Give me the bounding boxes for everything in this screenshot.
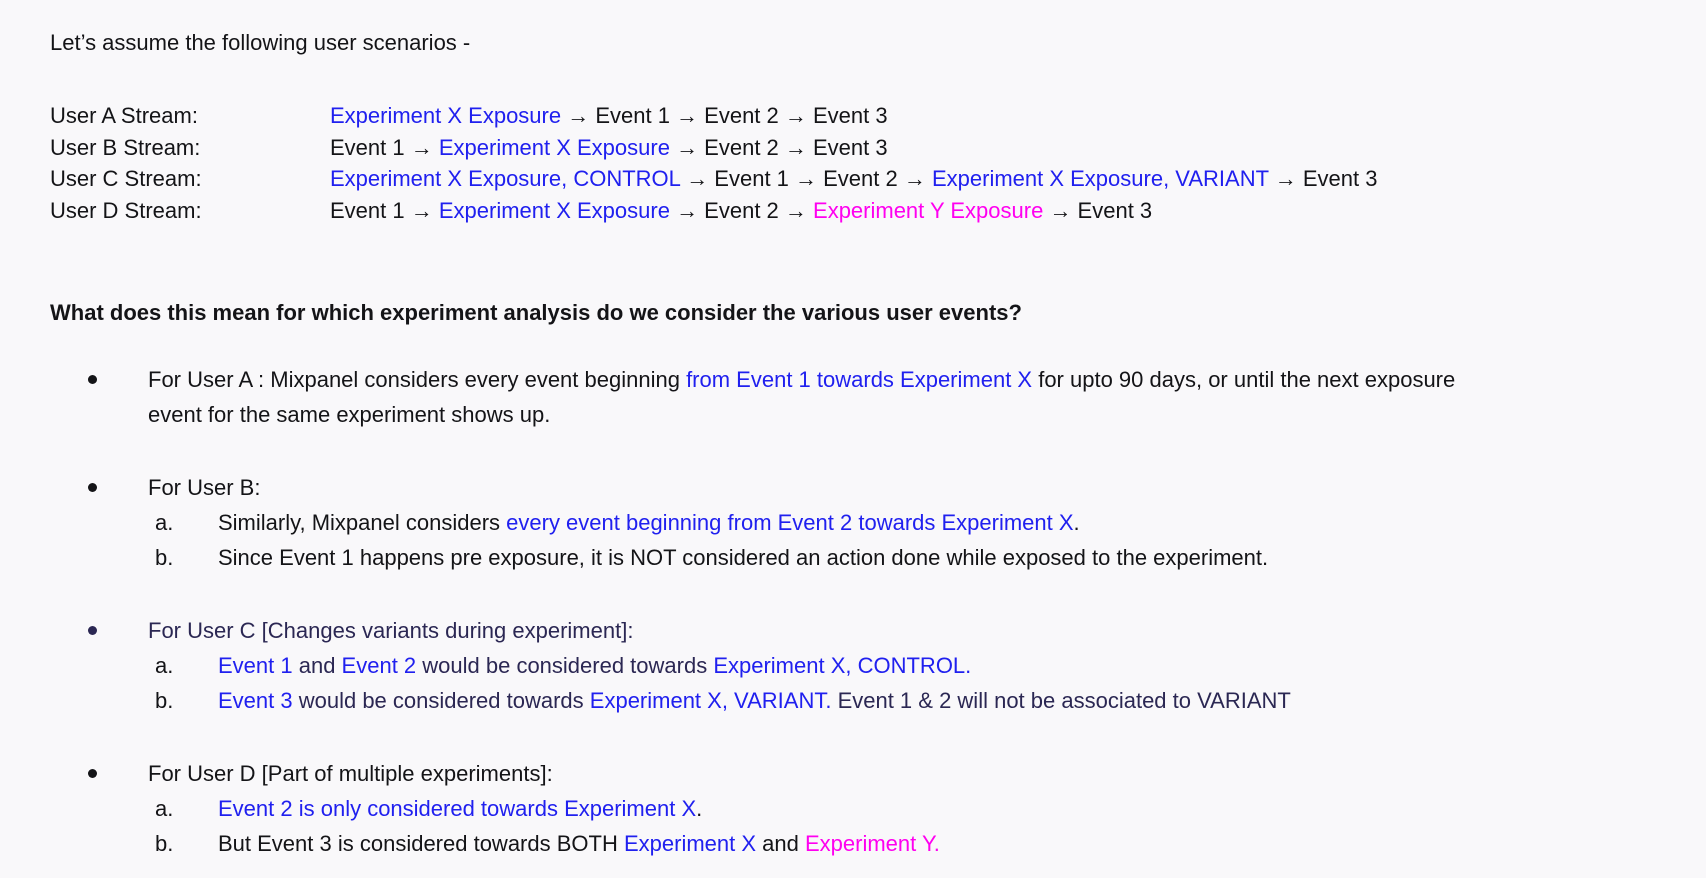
text-segment: But Event 3 is considered towards BOTH	[218, 831, 624, 857]
text-segment: Similarly, Mixpanel considers	[218, 510, 507, 536]
text-segment: Experiment X Exposure, VARIANT	[931, 166, 1269, 192]
bullet-text	[148, 756, 553, 791]
text-segment: Event 2	[341, 653, 417, 679]
text-segment: .	[1073, 510, 1080, 536]
sub-item-text	[218, 540, 1268, 575]
sub-item-marker: a.	[155, 510, 174, 536]
stream-row-user-c	[50, 163, 1676, 195]
text-segment: → Event 1 → Event 2 →	[680, 166, 932, 192]
bullet-text	[148, 362, 1498, 432]
stream-label: User D Stream:	[50, 197, 202, 223]
text-segment: → Event 1 → Event 2 → Event 3	[561, 103, 888, 128]
text-segment: → Event 3	[1268, 166, 1378, 192]
bullet-list	[50, 362, 1676, 861]
text-segment: Experiment X	[623, 831, 757, 857]
sub-item-marker: b.	[155, 688, 174, 714]
sub-item-marker: a.	[155, 653, 174, 679]
text-segment: Event 1 →	[330, 134, 439, 160]
bullet-item	[50, 470, 1676, 505]
text-segment: Experiment Y Exposure	[813, 197, 1044, 223]
text-segment: Experiment X, CONTROL.	[713, 653, 972, 679]
text-segment: from Event 1 towards Experiment X	[686, 367, 1033, 393]
bullet-text	[148, 470, 260, 505]
stream-content	[330, 100, 888, 132]
question-heading: What does this mean for which experiment analysis do we consider the various user events?	[50, 300, 1022, 326]
text-segment: Event 1	[218, 653, 293, 679]
stream-content	[330, 132, 888, 164]
bullet-dot	[88, 769, 97, 778]
text-segment: → Event 3	[1043, 197, 1153, 223]
stream-row-user-b	[50, 132, 1676, 164]
text-segment: Experiment X, VARIANT.	[589, 688, 832, 714]
text-segment: Experiment X Exposure	[330, 103, 562, 128]
bullet-item	[50, 756, 1676, 791]
text-segment: For User C [Changes variants during experiment]:	[148, 618, 634, 644]
bullet-dot	[88, 483, 97, 492]
text-segment: Experiment Y.	[804, 831, 940, 857]
stream-row-user-a	[50, 100, 1676, 132]
text-segment: Since Event 1 happens pre exposure, it is NOT considered an action done while exposed to the experiment.	[218, 545, 1269, 571]
text-segment: → Event 2 →	[669, 197, 814, 223]
text-segment: .	[696, 796, 703, 822]
sub-list-item	[50, 683, 1676, 718]
sub-item-text	[218, 791, 702, 826]
sub-item-marker: b.	[155, 545, 174, 571]
user-stream-list	[50, 100, 1676, 226]
sub-item-text	[218, 683, 1291, 718]
sub-list-item	[50, 826, 1676, 861]
text-segment: Event 3	[218, 688, 293, 714]
text-segment: every event beginning from Event 2 towards Experiment X	[506, 510, 1074, 536]
text-segment: For User D [Part of multiple experiments]:	[148, 761, 553, 787]
bullet-dot	[88, 626, 97, 635]
text-segment: For User B:	[148, 475, 261, 501]
bullet-text	[148, 613, 633, 648]
text-segment: Event 1 & 2 will not be associated to VARIANT	[831, 688, 1291, 714]
text-segment: would be considered towards	[292, 688, 590, 714]
bullet-item	[50, 362, 1676, 432]
text-segment: For User A : Mixpanel considers every event beginning	[148, 367, 687, 393]
stream-label: User C Stream:	[50, 166, 202, 192]
text-segment: would be considered towards	[416, 653, 714, 679]
text-segment: Experiment X Exposure	[438, 197, 670, 223]
sub-list-item	[50, 505, 1676, 540]
bullet-group-user-b	[50, 470, 1676, 575]
text-segment: Event 2 is only considered towards Experiment X	[218, 796, 697, 822]
bullet-item	[50, 613, 1676, 648]
stream-row-user-d	[50, 195, 1676, 227]
text-segment: and	[292, 653, 342, 679]
bullet-group-user-d	[50, 756, 1676, 861]
sub-item-marker: b.	[155, 831, 174, 857]
bullet-group-user-a	[50, 362, 1676, 432]
text-segment: for upto 90 days, or until the next exposure event for the same experiment shows up.	[148, 367, 1456, 428]
sub-item-marker: a.	[155, 796, 174, 822]
stream-content	[330, 163, 1377, 195]
text-segment: → Event 2 → Event 3	[669, 134, 888, 160]
sub-item-text	[218, 826, 940, 861]
sub-item-text	[218, 648, 971, 683]
stream-label: User B Stream:	[50, 134, 201, 160]
text-segment: Event 1 →	[330, 197, 439, 223]
bullet-dot	[88, 375, 97, 384]
text-segment: Experiment X Exposure, CONTROL	[330, 166, 681, 192]
stream-content	[330, 195, 1152, 227]
bullet-group-user-c	[50, 613, 1676, 718]
sub-item-text	[218, 505, 1080, 540]
text-segment: Experiment X Exposure	[438, 134, 670, 160]
sub-list-item	[50, 791, 1676, 826]
stream-label: User A Stream:	[50, 103, 198, 128]
text-segment: and	[756, 831, 805, 857]
sub-list-item	[50, 648, 1676, 683]
intro-text: Let’s assume the following user scenarios -	[50, 30, 471, 55]
sub-list-item	[50, 540, 1676, 575]
